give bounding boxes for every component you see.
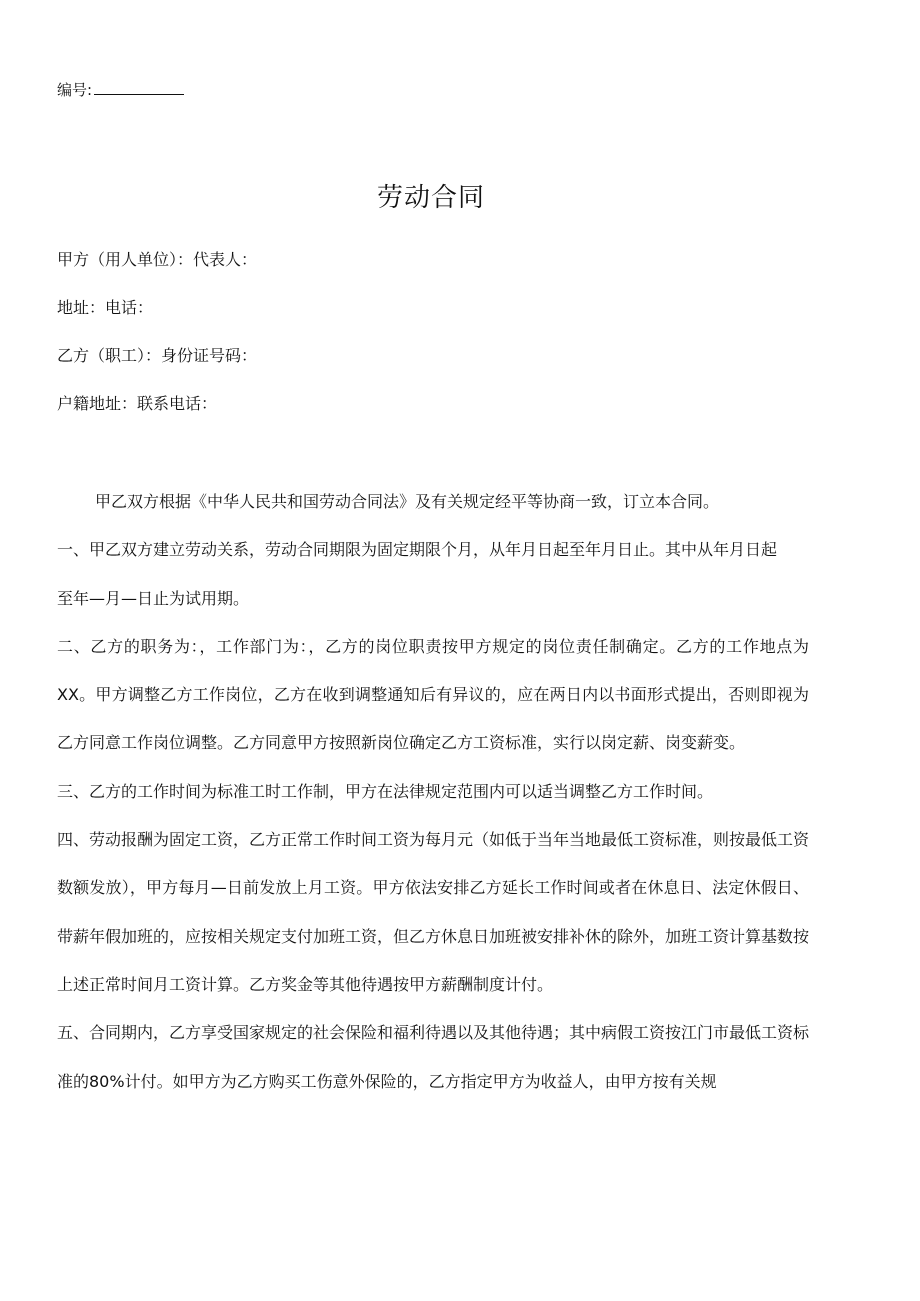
clause-4: 四、劳动报酬为固定工资，乙方正常工作时间工资为每月元（如低于当年当地最低工资标准，则按最低工资数额发放），甲方每月—日前发放上月工资。甲方依法安排乙方延长工作时间或者在休息日、法定休假日、带薪年假加班的，应按相关规定支付加班工资，但乙方休息日加班被安排补休的除外，加班工资计算基数按上述正常时间月工资计算。乙方奖金等其他待遇按甲方薪酬制度计付。 [57,830,810,994]
household-address-field: 户籍地址：联系电话： [57,394,218,413]
document-title: 劳动合同 [376,183,485,213]
contract-body [57,478,809,1106]
clause-1: 一、甲乙双方建立劳动关系，劳动合同期限为固定期限个月，从年月日起至年月日止。其中从年月日起 [57,540,778,560]
serial-number-blank [94,80,184,95]
serial-number [57,80,184,100]
clause-1-continued: 至年—月—日止为试用期。 [57,588,250,608]
address-field: 地址：电话： [57,298,154,317]
party-a-field: 甲方（用人单位）：代表人： [57,250,258,269]
party-b-field: 乙方（职工）：身份证号码： [57,346,258,365]
serial-number-label: 编号: [57,81,93,99]
clause-3: 三、乙方的工作时间为标准工时工作制，甲方在法律规定范围内可以适当调整乙方工作时间。 [57,781,714,801]
intro-paragraph: 甲乙双方根据《中华人民共和国劳动合同法》及有关规定经平等协商一致，订立本合同。 [95,492,720,511]
clause-5: 五、合同期内，乙方享受国家规定的社会保险和福利待遇以及其他待遇；其中病假工资按江门市最低工资标准的80%计付。如甲方为乙方购买工伤意外保险的，乙方指定甲方为收益人，由甲方按有关规 [57,1023,810,1091]
clause-2: 二、乙方的职务为：，工作部门为：，乙方的岗位职责按甲方规定的岗位责任制确定。乙方的工作地点为XX。甲方调整乙方工作岗位，乙方在收到调整通知后有异议的，应在两日内以书面形式提出，否则即视为乙方同意工作岗位调整。乙方同意甲方按照新岗位确定乙方工资标准，实行以岗定薪、岗变薪变。 [57,636,809,753]
